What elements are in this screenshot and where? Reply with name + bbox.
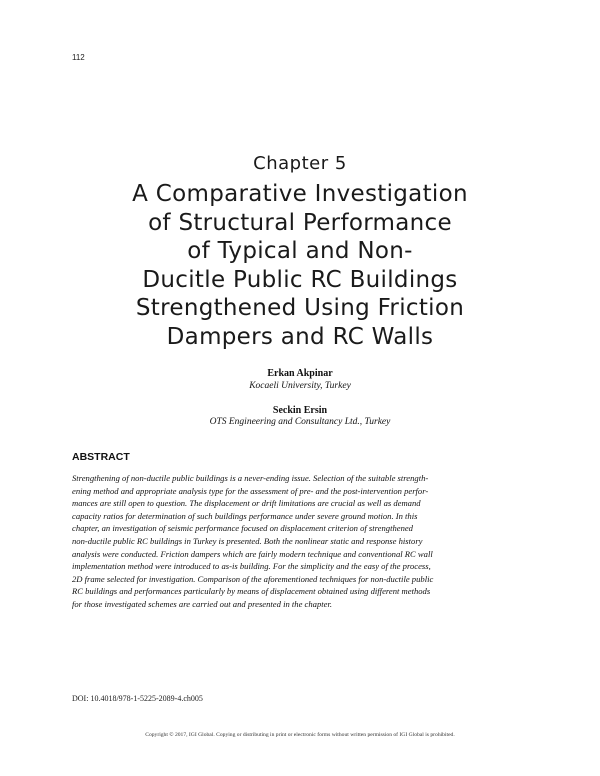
author-name: Seckin Ersin [272, 405, 328, 416]
chapter-label: Chapter 5 [253, 153, 347, 174]
abstract-line: analysis were conducted. Friction dampers which are fairly modern technique and conventional RC wall [72, 548, 433, 559]
chapter-title-line: A Comparative Investigation [132, 181, 468, 207]
doi-link[interactable]: DOI: 10.4018/978-1-5225-2089-4.ch005 [72, 694, 203, 703]
abstract-line: ening method and appropriate analysis type for the assessment of pre- and the post-intervention perfor- [72, 485, 429, 496]
abstract-line: chapter, an investigation of seismic performance focused on displacement criterion of strengthened [72, 523, 413, 534]
author-name: Erkan Akpinar [267, 368, 333, 379]
abstract-line: mances are still open to question. The displacement or drift limitations are crucial as well as demand [72, 498, 421, 509]
copyright-notice: Copyright © 2017, IGI Global. Copying or distributing in print or electronic forms without written permission of IGI Global is prohibited. [145, 732, 455, 738]
abstract-line: Strengthening of non-ductile public buildings is a never-ending issue. Selection of the suitable strength- [72, 473, 429, 483]
chapter-title-line: Ducitle Public RC Buildings [142, 266, 458, 293]
chapter-title [60, 180, 540, 351]
abstract-body [72, 472, 528, 611]
author-affiliation: Kocaeli University, Turkey [249, 381, 351, 391]
abstract-line: non-ductile public RC buildings in Turkey is presented. Both the nonlinear static and response history [72, 535, 423, 546]
abstract-line: for those investigated schemes are carried out and presented in the chapter. [72, 598, 332, 609]
page-number: 112 [72, 53, 85, 62]
chapter-title-line: of Typical and Non- [187, 238, 413, 264]
abstract-heading: ABSTRACT [72, 451, 130, 463]
chapter-title-line: Strengthened Using Friction [135, 295, 465, 321]
abstract-line: RC buildings and performances particularly by means of displacement obtained using different methods [72, 586, 431, 597]
abstract-line: capacity ratios for determination of such buildings performance under severe ground motion. In this [72, 510, 418, 521]
chapter-title-line: Dampers and RC Walls [166, 323, 434, 350]
abstract-line: 2D frame selected for investigation. Comparison of the aforementioned techniques for non-ductile public [72, 573, 434, 584]
abstract-line: implementation method were introduced to as-is building. For the simplicity and the easy of the process, [72, 561, 431, 572]
chapter-title-line: of Structural Performance [148, 209, 452, 236]
author-affiliation: OTS Engineering and Consultancy Ltd., Turkey [209, 417, 391, 427]
